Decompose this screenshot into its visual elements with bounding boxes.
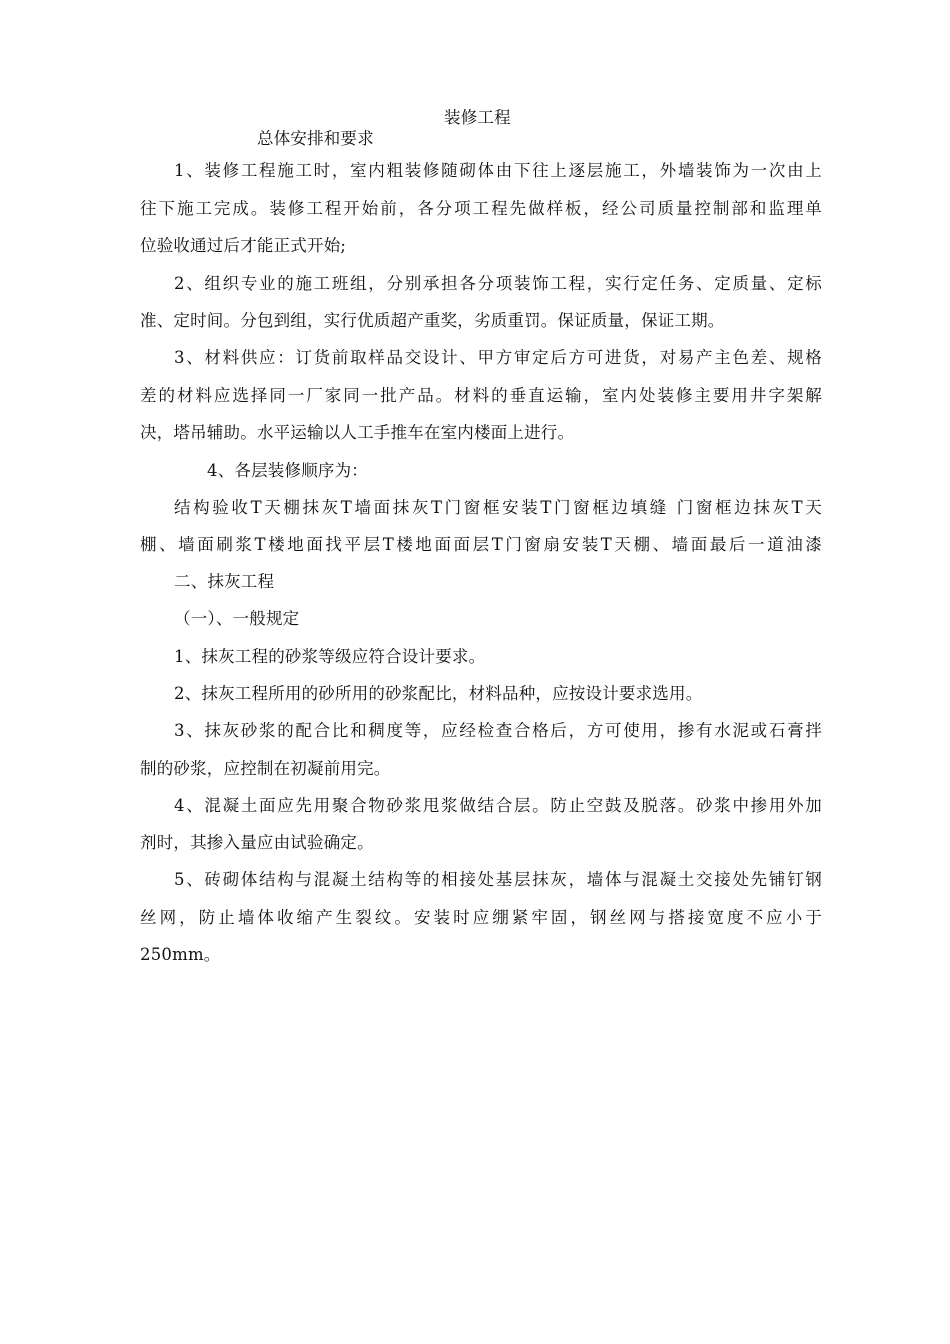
paragraph-3-line-1: 3、材料供应：订货前取样品交设计、甲方审定后方可进货，对易产主色差、规格 <box>174 348 822 367</box>
paragraph-3-line-2: 差的材料应选择同一厂家同一批产品。材料的垂直运输，室内处装修主要用井字架解 <box>140 386 822 405</box>
paragraph-5-line-2: 棚、墙面刷浆T楼地面找平层T楼地面面层T门窗扇安装T天棚、墙面最后一道油漆 <box>140 535 822 554</box>
rule-item-2: 2、抹灰工程所用的砂所用的砂浆配比，材料品种，应按设计要求选用。 <box>174 684 703 703</box>
paragraph-3-line-3: 决，塔吊辅助。水平运输以人工手推车在室内楼面上进行。 <box>140 423 575 442</box>
section-heading: 二、抹灰工程 <box>174 572 275 591</box>
paragraph-2-line-1: 2、组织专业的施工班组，分别承担各分项装饰工程，实行定任务、定质量、定标 <box>174 274 822 293</box>
paragraph-1-line-2: 往下施工完成。装修工程开始前，各分项工程先做样板，经公司质量控制部和监理单 <box>140 199 822 218</box>
subsection-heading: （一）、一般规定 <box>174 609 300 628</box>
rule-item-3-line-2: 制的砂浆，应控制在初凝前用完。 <box>140 759 391 778</box>
paragraph-2-line-2: 准、定时间。分包到组，实行优质超产重奖，劣质重罚。保证质量，保证工期。 <box>140 311 725 330</box>
rule-item-4-line-2: 剂时，其掺入量应由试验确定。 <box>140 833 374 852</box>
rule-item-1: 1、抹灰工程的砂浆等级应符合设计要求。 <box>174 647 486 666</box>
page-title: 装修工程 <box>444 108 511 127</box>
paragraph-1-line-1: 1、装修工程施工时，室内粗装修随砌体由下往上逐层施工，外墙装饰为一次由上 <box>174 161 822 180</box>
paragraph-4-line-1: 4、各层装修顺序为： <box>207 461 368 480</box>
rule-item-5-line-1: 5、砖砌体结构与混凝土结构等的相接处基层抹灰，墙体与混凝土交接处先铺钉钢 <box>174 870 822 889</box>
rule-item-5-line-2: 丝网，防止墙体收缩产生裂纹。安装时应绷紧牢固，钢丝网与搭接宽度不应小于 <box>140 908 822 927</box>
rule-item-4-line-1: 4、混凝土面应先用聚合物砂浆甩浆做结合层。防止空鼓及脱落。砂浆中掺用外加 <box>174 796 822 815</box>
paragraph-1-line-3: 位验收通过后才能正式开始; <box>140 236 347 255</box>
paragraph-5-line-1: 结构验收T天棚抹灰T墙面抹灰T门窗框安装T门窗框边填缝 门窗框边抹灰T天 <box>174 498 822 517</box>
rule-item-3-line-1: 3、抹灰砂浆的配合比和稠度等，应经检查合格后，方可使用，掺有水泥或石膏拌 <box>174 721 822 740</box>
page-subtitle: 总体安排和要求 <box>257 129 374 148</box>
rule-item-5-line-3: 250mm。 <box>140 945 221 964</box>
